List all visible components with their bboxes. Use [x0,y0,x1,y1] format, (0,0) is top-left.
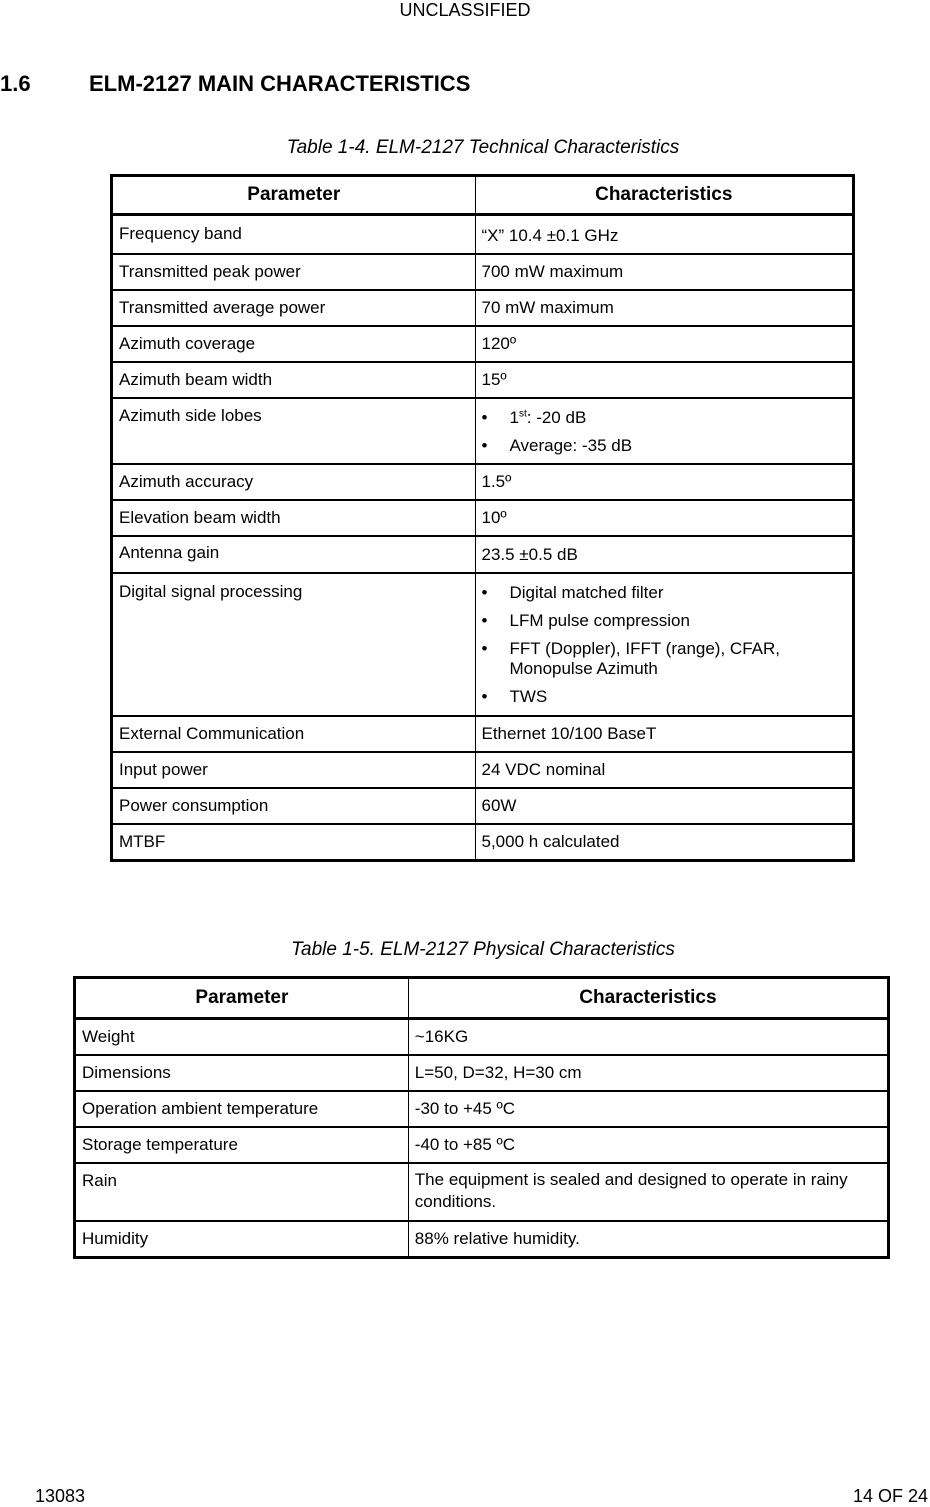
table-row [75,1019,889,1056]
value-cell: 15º [475,362,854,398]
parameter-cell: Azimuth accuracy [112,464,476,500]
value-cell: -40 to +85 ºC [408,1127,888,1163]
classification-marking: UNCLASSIFIED [399,0,531,20]
value-cell [475,573,854,716]
bullet-item: • LFM pulse compression [482,611,847,631]
parameter-cell: Rain [75,1163,409,1221]
table-row [112,326,854,362]
parameter-cell: MTBF [112,824,476,861]
table-row [112,254,854,290]
value-cell: “X” 10.4 ±0.1 GHz [475,215,854,255]
bullet-list [482,408,847,456]
table-row [112,464,854,500]
table-row [112,290,854,326]
parameter-cell: Transmitted average power [112,290,476,326]
parameter-cell: Transmitted peak power [112,254,476,290]
table-row [112,362,854,398]
parameter-cell: External Communication [112,716,476,752]
value-cell [475,398,854,464]
technical-characteristics-table [110,174,855,862]
table-row [112,500,854,536]
value-cell: 120º [475,326,854,362]
table-header-row [112,176,854,215]
technical-table-caption: Table 1-4. ELM-2127 Technical Characteristics [286,137,680,158]
parameter-cell: Weight [75,1019,409,1056]
table-row [112,398,854,464]
page-number: 14 OF 24 [852,1486,928,1506]
physical-characteristics-table [73,976,890,1259]
value-cell: The equipment is sealed and designed to operate in rainy conditions. [408,1163,888,1221]
section-title: ELM-2127 MAIN CHARACTERISTICS [89,71,471,96]
bullet-item: • Digital matched filter [482,583,847,603]
value-cell: 24 VDC nominal [475,752,854,788]
column-header-characteristics: Characteristics [408,978,888,1019]
table-row [112,536,854,573]
physical-table-caption: Table 1-5. ELM-2127 Physical Characteristics [291,939,675,960]
table-header-row [75,978,889,1019]
value-cell: 23.5 ±0.5 dB [475,536,854,573]
table-row [75,1221,889,1258]
value-cell: 700 mW maximum [475,254,854,290]
parameter-cell: Digital signal processing [112,573,476,716]
table-row [112,752,854,788]
column-header-parameter: Parameter [75,978,409,1019]
value-cell: 70 mW maximum [475,290,854,326]
document-number: 13083 [35,1486,86,1506]
bullet-item: • FFT (Doppler), IFFT (range), CFAR, Monopulse Azimuth [482,639,847,679]
parameter-cell: Humidity [75,1221,409,1258]
bullet-item: • TWS [482,687,847,707]
value-cell: 10º [475,500,854,536]
parameter-cell: Dimensions [75,1055,409,1091]
bullet-item: • Average: -35 dB [482,436,847,456]
value-cell: 88% relative humidity. [408,1221,888,1258]
bullet-list [482,583,847,707]
value-cell: 60W [475,788,854,824]
table-row [112,788,854,824]
value-cell: Ethernet 10/100 BaseT [475,716,854,752]
value-cell: 1.5º [475,464,854,500]
table-row [75,1163,889,1221]
table-row [112,215,854,255]
column-header-characteristics: Characteristics [475,176,854,215]
table-row [112,573,854,716]
table-row [112,716,854,752]
value-cell: ~16KG [408,1019,888,1056]
parameter-cell: Azimuth side lobes [112,398,476,464]
section-heading [0,70,470,98]
parameter-cell: Elevation beam width [112,500,476,536]
parameter-cell: Azimuth beam width [112,362,476,398]
section-number: 1.6 [0,71,31,96]
parameter-cell: Operation ambient temperature [75,1091,409,1127]
column-header-parameter: Parameter [112,176,476,215]
value-cell: 5,000 h calculated [475,824,854,861]
parameter-cell: Input power [112,752,476,788]
value-cell: L=50, D=32, H=30 cm [408,1055,888,1091]
table-row [112,824,854,861]
table-row [75,1127,889,1163]
parameter-cell: Azimuth coverage [112,326,476,362]
value-cell: -30 to +45 ºC [408,1091,888,1127]
table-row [75,1055,889,1091]
parameter-cell: Power consumption [112,788,476,824]
parameter-cell: Antenna gain [112,536,476,573]
parameter-cell: Frequency band [112,215,476,255]
table-row [75,1091,889,1127]
parameter-cell: Storage temperature [75,1127,409,1163]
bullet-item: • 1st: -20 dB [482,408,847,428]
